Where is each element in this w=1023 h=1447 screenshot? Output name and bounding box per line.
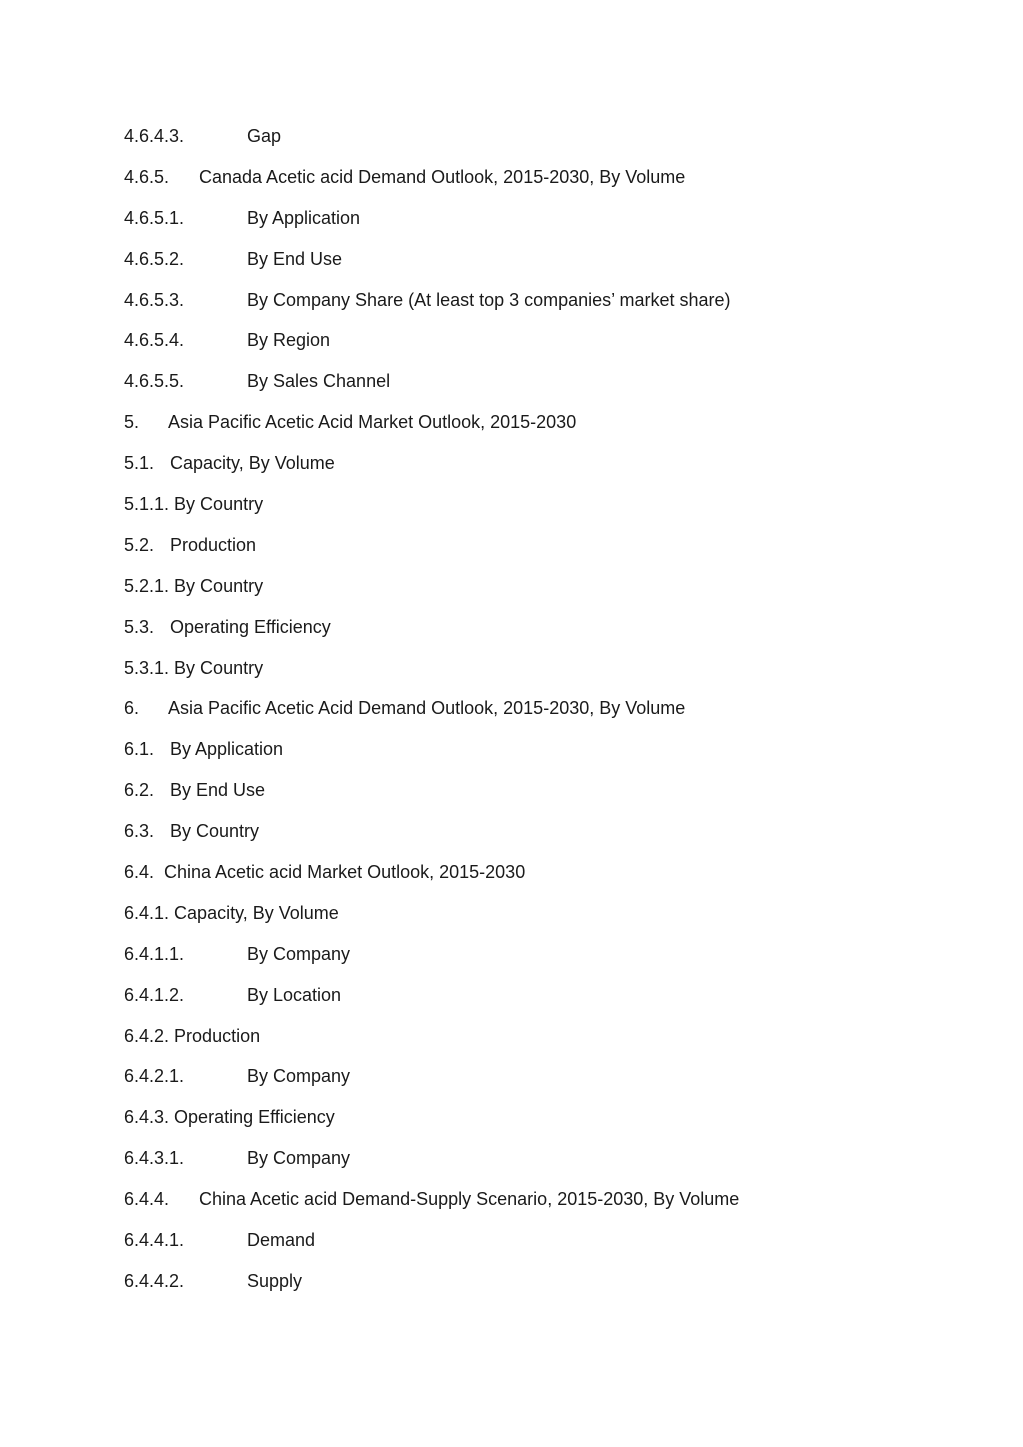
- toc-entry-number: 6.4.4.1.: [124, 1230, 185, 1251]
- toc-entry-number: 6.4.4.: [124, 1189, 170, 1210]
- toc-entry-title: Canada Acetic acid Demand Outlook, 2015-2030, By Volume: [199, 166, 686, 187]
- toc-entry: [124, 940, 944, 981]
- toc-entry: [124, 122, 944, 163]
- toc-entry-title: Asia Pacific Acetic Acid Demand Outlook, 2015-2030, By Volume: [168, 698, 686, 719]
- toc-entry-title: China Acetic acid Demand-Supply Scenario, 2015-2030, By Volume: [199, 1189, 740, 1210]
- toc-entry-title: By Country: [174, 657, 264, 678]
- toc-entry-title: By Application: [170, 739, 284, 760]
- toc-entry: [124, 858, 944, 899]
- toc-entry-title: By Company Share (At least top 3 companies’ market share): [247, 289, 731, 310]
- toc-entry: [124, 490, 944, 531]
- toc-entry-number: 6.4.1.1.: [124, 943, 185, 964]
- toc-entry: [124, 1226, 944, 1267]
- toc-entry-number: 5.2.: [124, 534, 155, 555]
- toc-entry-title: Production: [170, 534, 257, 555]
- toc-entry-number: 6.4.3.1.: [124, 1148, 185, 1169]
- toc-entry-number: 5.3.: [124, 616, 155, 637]
- toc-entry-number: 6.4.2.1.: [124, 1066, 185, 1087]
- toc-entry-number: 6.4.2.: [124, 1025, 170, 1046]
- toc-entry-number: 6.3.: [124, 821, 155, 842]
- toc-entry: [124, 367, 944, 408]
- toc-entry-title: By Location: [247, 984, 342, 1005]
- toc-entry-number: 5.1.1.: [124, 494, 170, 515]
- toc-entry-number: 4.6.5.3.: [124, 289, 185, 310]
- toc-entry: [124, 326, 944, 367]
- toc-entry-number: 6.4.: [124, 862, 155, 883]
- toc-entry: [124, 531, 944, 572]
- toc-entry: [124, 654, 944, 695]
- toc-entry-number: 5.3.1.: [124, 657, 170, 678]
- toc-entry: [124, 163, 944, 204]
- toc-entry-number: 6.1.: [124, 739, 155, 760]
- toc-entry-number: 4.6.5.: [124, 166, 170, 187]
- toc-entry-title: By End Use: [247, 248, 343, 269]
- toc-entry-title: Capacity, By Volume: [170, 453, 335, 474]
- toc-entry-title: Gap: [247, 126, 282, 146]
- toc-entry-title: By Company: [247, 1148, 351, 1169]
- toc-entry-title: Operating Efficiency: [174, 1107, 335, 1128]
- toc-entry: [124, 245, 944, 286]
- toc-entry: [124, 613, 944, 654]
- toc-entry: [124, 1185, 944, 1226]
- toc-entry-title: By Sales Channel: [247, 371, 391, 392]
- toc-entry-number: 6.4.1.2.: [124, 984, 185, 1005]
- toc-entry-number: 4.6.4.3.: [124, 126, 185, 146]
- toc-entry: [124, 1062, 944, 1103]
- toc-entry-title: China Acetic acid Market Outlook, 2015-2030: [164, 862, 526, 883]
- toc-entry-number: 4.6.5.1.: [124, 207, 185, 228]
- toc-entry: [124, 286, 944, 327]
- toc-entry-number: 6.2.: [124, 780, 155, 801]
- toc-entry-title: By Country: [170, 821, 260, 842]
- toc-entry-title: Capacity, By Volume: [174, 902, 339, 923]
- toc-entry-number: 6.4.4.2.: [124, 1270, 185, 1291]
- toc-entry-title: By Company: [247, 1066, 351, 1087]
- toc-entry: [124, 408, 944, 449]
- toc-entry: [124, 449, 944, 490]
- toc-entry: [124, 981, 944, 1022]
- toc-entry: [124, 1022, 944, 1063]
- toc-entry-title: By Company: [247, 943, 351, 964]
- toc-entry: [124, 1103, 944, 1144]
- toc-entry-number: 6.: [124, 698, 140, 719]
- toc-entry-title: By Country: [174, 575, 264, 596]
- toc-entry: [124, 694, 944, 735]
- table-of-contents: [124, 122, 944, 1308]
- toc-entry: [124, 776, 944, 817]
- toc-entry-title: By Country: [174, 494, 264, 515]
- toc-entry: [124, 735, 944, 776]
- toc-entry-number: 4.6.5.2.: [124, 248, 185, 269]
- toc-entry-title: Demand: [247, 1230, 316, 1251]
- toc-entry-number: 4.6.5.4.: [124, 330, 185, 351]
- toc-entry-number: 5.: [124, 412, 140, 433]
- toc-entry-number: 4.6.5.5.: [124, 371, 185, 392]
- toc-entry-title: Operating Efficiency: [170, 616, 331, 637]
- toc-entry-title: Asia Pacific Acetic Acid Market Outlook, 2015-2030: [168, 412, 577, 433]
- toc-entry: [124, 1267, 944, 1308]
- toc-entry: [124, 1144, 944, 1185]
- toc-entry: [124, 899, 944, 940]
- toc-entry-number: 6.4.3.: [124, 1107, 170, 1128]
- toc-entry: [124, 572, 944, 613]
- toc-entry-number: 6.4.1.: [124, 902, 170, 923]
- toc-entry: [124, 817, 944, 858]
- toc-entry-title: Production: [174, 1025, 261, 1046]
- toc-entry-title: By Application: [247, 207, 361, 228]
- toc-entry-number: 5.1.: [124, 453, 155, 474]
- toc-entry-title: Supply: [247, 1270, 303, 1291]
- toc-entry-title: By End Use: [170, 780, 266, 801]
- toc-entry: [124, 204, 944, 245]
- toc-entry-number: 5.2.1.: [124, 575, 170, 596]
- toc-entry-title: By Region: [247, 330, 331, 351]
